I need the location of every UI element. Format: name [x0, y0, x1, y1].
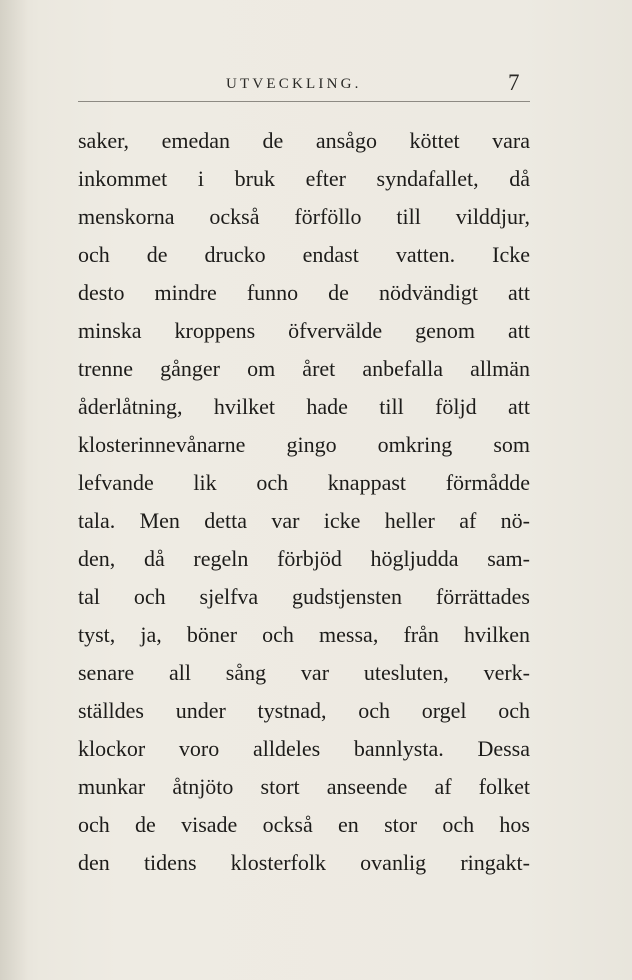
text-line: klosterinnevånarne gingo omkring som [78, 432, 530, 457]
text-line: klockor voro alldeles bannlysta. Dessa [78, 736, 530, 761]
text-line: lefvande lik och knappast förmådde [78, 470, 530, 495]
text-line: munkar åtnjöto stort anseende af folket [78, 774, 530, 799]
text-line: tala. Men detta var icke heller af nö- [78, 508, 530, 533]
page-gutter-shadow [0, 0, 28, 980]
page-number: 7 [508, 70, 520, 95]
text-line: tyst, ja, böner och messa, från hvilken [78, 622, 530, 647]
text-line: åderlåtning, hvilket hade till följd att [78, 394, 530, 419]
text-line: menskorna också förföllo till vilddjur, [78, 204, 530, 229]
text-line: den, då regeln förbjöd högljudda sam- [78, 546, 530, 571]
text-line: senare all sång var utesluten, verk- [78, 660, 530, 685]
text-line: trenne gånger om året anbefalla allmän [78, 356, 530, 381]
text-line: och de visade också en stor och hos [78, 812, 530, 837]
text-line: saker, emedan de ansågo köttet vara [78, 128, 530, 153]
text-line: och de drucko endast vatten. Icke [78, 242, 530, 267]
text-line: minska kroppens öfvervälde genom att [78, 318, 530, 343]
header-rule [78, 101, 530, 102]
text-line: inkommet i bruk efter syndafallet, då [78, 166, 530, 191]
text-line: desto mindre funno de nödvändigt att [78, 280, 530, 305]
text-line: den tidens klosterfolk ovanlig ringakt- [78, 850, 530, 875]
text-line: ställdes under tystnad, och orgel och [78, 698, 530, 723]
running-header [78, 68, 530, 98]
text-line: tal och sjelfva gudstjensten förrättades [78, 584, 530, 609]
body-text [78, 122, 530, 882]
chapter-title: UTVECKLING. [226, 76, 362, 92]
